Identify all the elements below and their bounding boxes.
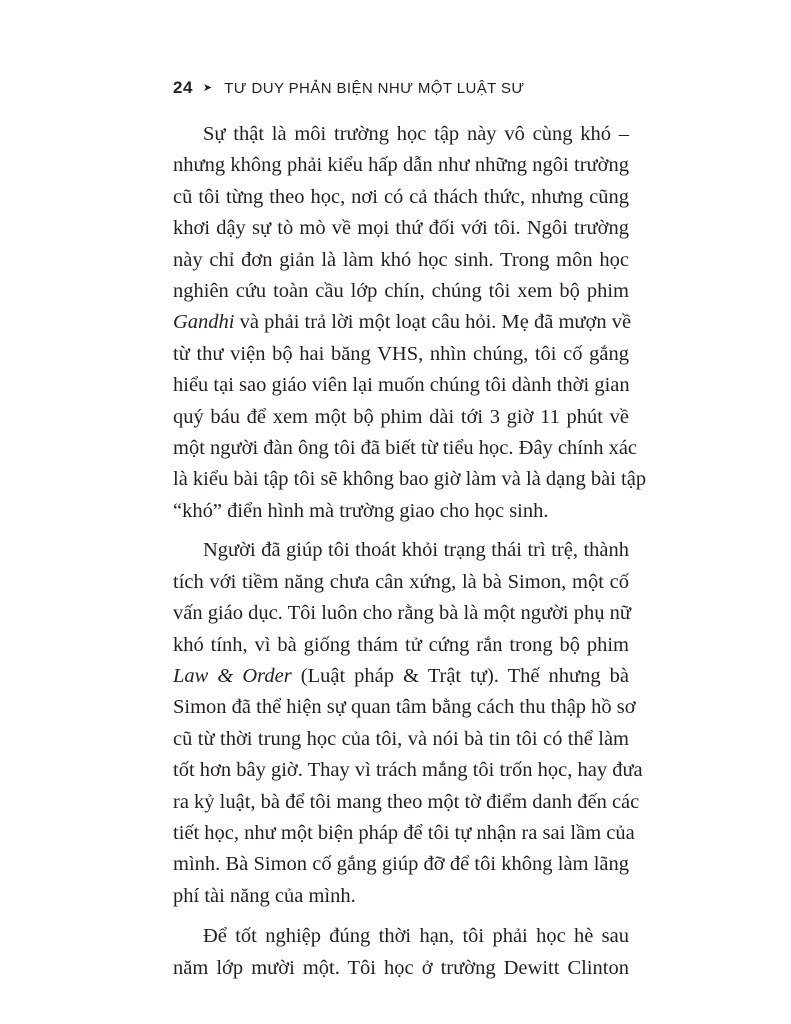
text-line: “khó” điển hình mà trường giao cho học sinh. <box>173 499 549 522</box>
text-line: Sự thật là môi trường học tập này vô cùng khó – <box>203 123 629 145</box>
text-line: cũ tôi từng theo học, nơi có cả thách thức, nhưng cũng <box>173 185 629 208</box>
paragraph-2 <box>173 535 643 912</box>
text-line: nghiên cứu toàn cầu lớp chín, chúng tôi xem bộ phim <box>173 280 629 303</box>
text-line: là kiểu bài tập tôi sẽ không bao giờ làm và là dạng bài tập <box>173 468 647 491</box>
running-header <box>173 74 525 102</box>
text-line: từ thư viện bộ hai băng VHS, nhìn chúng, tôi cố gắng <box>173 342 629 365</box>
text-line: quý báu để xem một bộ phim dài tới 3 giờ 11 phút về <box>173 405 629 428</box>
text-line: cũ từ thời trung học của tôi, và nói bà tin tôi có thể làm <box>173 727 629 750</box>
body-text <box>173 119 647 984</box>
text-line: khó tính, vì bà giống thám tử cứng rắn trong bộ phim <box>173 633 629 656</box>
text-line: tốt hơn bây giờ. Thay vì trách mắng tôi trốn học, hay đưa <box>173 759 643 782</box>
text-line: vấn giáo dục. Tôi luôn cho rằng bà là một người phụ nữ <box>173 602 631 625</box>
text-fragment: và phải trả lời một loạt câu hỏi. Mẹ đã mượn về <box>239 311 632 334</box>
text-line: một người đàn ông tôi đã biết từ tiểu học. Đây chính xác <box>173 437 638 460</box>
text-line: ra kỷ luật, bà để tôi mang theo một tờ điểm danh đến các <box>173 790 640 813</box>
text-line: Người đã giúp tôi thoát khỏi trạng thái trì trệ, thành <box>203 539 629 562</box>
text-line: Để tốt nghiệp đúng thời hạn, tôi phải học hè sau <box>203 925 629 948</box>
text-line: hiểu tại sao giáo viên lại muốn chúng tôi dành thời gian <box>173 374 630 397</box>
film-title-gandhi: Gandhi <box>173 311 235 334</box>
arrow-icon: ➤ <box>202 81 213 94</box>
text-line: tiết học, như một biện pháp để tôi tự nhận ra sai lầm của <box>173 821 635 844</box>
text-line: này chỉ đơn giản là làm khó học sinh. Trong môn học <box>173 248 629 271</box>
text-line: Simon đã thể hiện sự quan tâm bằng cách thu thập hồ sơ <box>173 696 636 719</box>
book-title: TƯ DUY PHẢN BIỆN NHƯ MỘT LUẬT SƯ <box>224 79 525 97</box>
text-line-with-title <box>173 661 629 692</box>
paragraph-1 <box>173 119 647 527</box>
text-line: phí tài năng của mình. <box>173 884 356 907</box>
text-line: khơi dậy sự tò mò về mọi thứ đối với tôi. Ngôi trường <box>173 217 629 240</box>
text-line: năm lớp mười một. Tôi học ở trường Dewitt Clinton <box>173 956 629 979</box>
text-fragment: (Luật pháp & Trật tự). Thế nhưng bà <box>300 664 629 687</box>
film-title-law-and-order: Law & Order <box>173 664 292 687</box>
page-number: 24 <box>173 78 193 97</box>
text-line: nhưng không phải kiểu hấp dẫn như những ngôi trường <box>173 154 629 177</box>
text-line-with-title <box>173 307 632 338</box>
paragraph-3 <box>173 921 629 984</box>
text-line: tích với tiềm năng chưa cân xứng, là bà Simon, một cố <box>173 570 629 593</box>
text-line: mình. Bà Simon cố gắng giúp đỡ để tôi không làm lãng <box>173 853 629 876</box>
